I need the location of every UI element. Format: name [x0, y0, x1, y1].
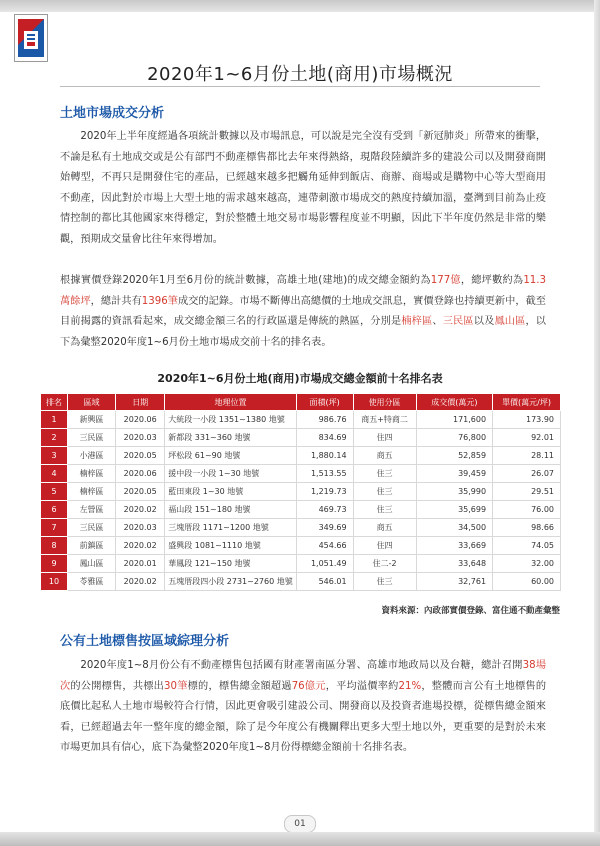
cell-date: 2020.06 — [116, 465, 165, 483]
cell-rank: 1 — [41, 411, 68, 429]
cell-location: 大統段一小段 1351~1380 地號 — [165, 411, 297, 429]
cell-district: 三民區 — [67, 429, 115, 447]
cell-date: 2020.05 — [116, 447, 165, 465]
cell-date: 2020.03 — [116, 519, 165, 537]
cell-district: 苓雅區 — [67, 573, 115, 591]
cell-date: 2020.03 — [116, 429, 165, 447]
cell-rank: 5 — [41, 483, 68, 501]
cell-unit-price: 76.00 — [493, 501, 561, 519]
cell-district: 三民區 — [67, 519, 115, 537]
cell-unit-price: 173.90 — [493, 411, 561, 429]
header-area: 面積(坪) — [296, 394, 353, 411]
cell-area: 349.69 — [296, 519, 353, 537]
cell-zoning: 商五 — [353, 519, 416, 537]
cell-location: 坪松段 61~90 地號 — [165, 447, 297, 465]
header-date: 日期 — [116, 394, 165, 411]
cell-zoning: 住四 — [353, 429, 416, 447]
data-source-note: 資料來源：內政部實價登錄、富住通不動產彙整 — [381, 606, 560, 616]
header-price: 成交價(萬元) — [416, 394, 493, 411]
cell-area: 546.01 — [296, 573, 353, 591]
paragraph-market-overview: 2020年上半年度經過各項統計數據以及市場訊息，可以說是完全沒有受到「新冠肺炎」所帶來的衝擊，不論是私有土地成交或是公有部門不動產標售都比去年來得熱絡，現階段陸續許多的建設公司以及開發商開始轉型，不再只是開發住宅的產品，已經越來越多把觸角延伸到飯店、商辦、商場或是購物中心等大型商用不動產，因此對於市場上大型土地的需求越來越高，連帶刺激市場成交的熱度持續加溫，臺灣到目前為止疫情控制的都比其他國家來得穩定，對於整體土地交易市場影響程度並不明顯，因此下半年度仍然是非常的樂觀，預期成交量會比往年來得增加。 — [60, 131, 546, 245]
cell-unit-price: 98.66 — [493, 519, 561, 537]
page-number: 01 — [284, 815, 316, 833]
cell-price: 33,648 — [416, 555, 493, 573]
cell-price: 35,699 — [416, 501, 493, 519]
header-zoning: 使用分區 — [353, 394, 416, 411]
page-title: 2020年1~6月份土地(商用)市場概況 — [147, 64, 453, 85]
cell-zoning: 住三 — [353, 573, 416, 591]
cell-area: 1,513.55 — [296, 465, 353, 483]
cell-district: 楠梓區 — [67, 465, 115, 483]
cell-date: 2020.02 — [116, 537, 165, 555]
cell-unit-price: 60.00 — [493, 573, 561, 591]
paragraph-public-auction: 2020年度1~8月份公有不動產標售包括國有財產署南區分署、高雄市地政局以及台糖，總計召開38場次的公開標售，共標出30筆標的，標售總金額超過76億元，平均溢價率約21%，整體而言公有土地標售的底價比起私人土地市場較符合行情，因此更會吸引建設公司、開發商以及投資者進場投標，從標售總金額來看，已經超過去年一整年度的總金額，除了是今年度公有機關釋出更多大型土地以外，更重要的是對於未來市場更加具有信心，底下為彙整2020年度1~8月份得標總金額前十名排名表。 — [60, 660, 547, 754]
cell-area: 1,219.73 — [296, 483, 353, 501]
title-divider — [60, 86, 540, 87]
cell-district: 鳳山區 — [67, 555, 115, 573]
cell-district: 小港區 — [67, 447, 115, 465]
cell-zoning: 商五+特商二 — [353, 411, 416, 429]
table-row — [41, 573, 561, 591]
table-row — [41, 483, 561, 501]
cell-zoning: 住四 — [353, 537, 416, 555]
cell-price: 32,761 — [416, 573, 493, 591]
cell-rank: 2 — [41, 429, 68, 447]
table-row — [41, 447, 561, 465]
cell-price: 171,600 — [416, 411, 493, 429]
cell-unit-price: 29.51 — [493, 483, 561, 501]
cell-unit-price: 74.05 — [493, 537, 561, 555]
cell-area: 834.69 — [296, 429, 353, 447]
table-header-row — [41, 394, 561, 411]
cell-zoning: 住三 — [353, 501, 416, 519]
cell-rank: 10 — [41, 573, 68, 591]
cell-unit-price: 28.11 — [493, 447, 561, 465]
cell-price: 33,669 — [416, 537, 493, 555]
cell-location: 藍田東段 1~30 地號 — [165, 483, 297, 501]
cell-area: 1,051.49 — [296, 555, 353, 573]
cell-zoning: 住二-2 — [353, 555, 416, 573]
header-bar — [0, 0, 600, 12]
table-row — [41, 411, 561, 429]
table-row — [41, 537, 561, 555]
cell-price: 39,459 — [416, 465, 493, 483]
cell-unit-price: 92.01 — [493, 429, 561, 447]
cell-rank: 8 — [41, 537, 68, 555]
cell-location: 三塊厝段 1171~1200 地號 — [165, 519, 297, 537]
table-row — [41, 429, 561, 447]
cell-unit-price: 26.07 — [493, 465, 561, 483]
table-row — [41, 519, 561, 537]
cell-rank: 6 — [41, 501, 68, 519]
table-row — [41, 555, 561, 573]
cell-zoning: 住三 — [353, 483, 416, 501]
paragraph-transaction-stats: 根據實價登錄2020年1月至6月份的統計數據，高雄土地(建地)的成交總金額約為177億，總坪數約為11.3萬餘坪，總計共有1396筆成交的記錄。市場不斷傳出高總價的土地成交訊息，實價登錄也持續更新中，截至目前揭露的資訊看起來，成交總金額三名的行政區還是傳統的熱區，分別是楠梓區、三民區以及鳳山區，以下為彙整2020年度1~6月份土地市場成交前十名的排名表。 — [60, 275, 547, 348]
section-heading-land-transactions: 土地市場成交分析 — [60, 106, 165, 121]
page-edge-strip — [594, 0, 600, 846]
cell-date: 2020.02 — [116, 501, 165, 519]
cell-rank: 4 — [41, 465, 68, 483]
cell-district: 楠梓區 — [67, 483, 115, 501]
cell-price: 34,500 — [416, 519, 493, 537]
cell-location: 盛興段 1081~1110 地號 — [165, 537, 297, 555]
footer-bar — [0, 832, 600, 846]
cell-date: 2020.02 — [116, 573, 165, 591]
table-row — [41, 465, 561, 483]
cell-area: 986.76 — [296, 411, 353, 429]
cell-price: 52,859 — [416, 447, 493, 465]
cell-location: 五塊厝段四小段 2731~2760 地號 — [165, 573, 297, 591]
cell-location: 援中段一小段 1~30 地號 — [165, 465, 297, 483]
header-location: 地理位置 — [165, 394, 297, 411]
cell-district: 左營區 — [67, 501, 115, 519]
cell-date: 2020.01 — [116, 555, 165, 573]
cell-rank: 9 — [41, 555, 68, 573]
cell-area: 1,880.14 — [296, 447, 353, 465]
cell-rank: 7 — [41, 519, 68, 537]
table-row — [41, 501, 561, 519]
cell-zoning: 住三 — [353, 465, 416, 483]
cell-area: 469.73 — [296, 501, 353, 519]
header-unit-price: 單價(萬元/坪) — [493, 394, 561, 411]
cell-price: 76,800 — [416, 429, 493, 447]
ranking-table — [40, 393, 561, 591]
cell-area: 454.66 — [296, 537, 353, 555]
cell-location: 新都段 331~360 地號 — [165, 429, 297, 447]
cell-location: 華鳳段 121~150 地號 — [165, 555, 297, 573]
company-logo — [14, 14, 48, 62]
cell-zoning: 商五 — [353, 447, 416, 465]
header-rank: 排名 — [41, 394, 68, 411]
cell-district: 前鎮區 — [67, 537, 115, 555]
section-heading-public-auction: 公有土地標售按區域綜理分析 — [60, 634, 230, 649]
header-district: 區域 — [67, 394, 115, 411]
cell-price: 35,990 — [416, 483, 493, 501]
cell-district: 新興區 — [67, 411, 115, 429]
cell-date: 2020.06 — [116, 411, 165, 429]
cell-unit-price: 32.00 — [493, 555, 561, 573]
table-title: 2020年1~6月份土地(商用)市場成交總金額前十名排名表 — [157, 372, 443, 385]
cell-date: 2020.05 — [116, 483, 165, 501]
cell-location: 福山段 151~180 地號 — [165, 501, 297, 519]
cell-rank: 3 — [41, 447, 68, 465]
